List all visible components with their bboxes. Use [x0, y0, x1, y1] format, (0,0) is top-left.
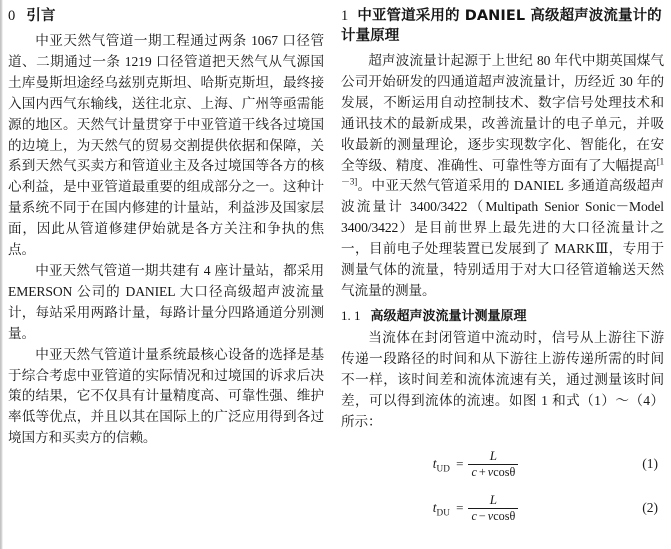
formula-expression	[433, 449, 519, 480]
formula-block	[341, 489, 664, 527]
subsection-title: 高级超声波流量计测量原理	[370, 308, 527, 324]
formula-block	[341, 445, 664, 483]
formula-fraction	[468, 449, 518, 480]
denominator-term: c	[471, 465, 477, 480]
formula-equals-sign: =	[456, 456, 464, 472]
fraction-numerator: L	[489, 491, 497, 507]
formula-expression	[433, 493, 519, 524]
formula-number: (1)	[642, 456, 658, 472]
formula-equals-sign: =	[456, 500, 464, 516]
formula-variable: t	[432, 455, 437, 471]
fraction-denominator	[468, 509, 518, 524]
section-title: 中亚管道采用的 DANIEL 高级超声波流量计的计量原理	[341, 8, 662, 44]
denominator-term: v	[487, 509, 494, 524]
denominator-function: cosθ	[493, 509, 516, 524]
right-column	[335, 0, 670, 549]
formula-fraction	[468, 493, 518, 524]
formula-variable: t	[432, 499, 437, 515]
denominator-function: cosθ	[493, 465, 516, 480]
paragraph: 中亚天然气管道一期共建有 4 座计量站，都采用 EMERSON 公司的 DANIEL 大口径高级超声波流量计，每站采用两路计量，每路计量分四路通道分别测量。	[8, 262, 324, 341]
section-number: 0	[8, 8, 16, 24]
formula-subscript: DU	[436, 507, 451, 518]
section-heading-0	[8, 6, 324, 26]
paragraph	[341, 51, 664, 302]
citation-reference: [1－3]	[341, 156, 664, 187]
subsection-heading-1-1	[341, 305, 664, 327]
section-number: 1	[341, 8, 349, 24]
formula-left-side	[433, 456, 450, 474]
denominator-term: v	[487, 465, 494, 480]
section-title: 引言	[26, 8, 56, 24]
paragraph: 当流体在封闭管道中流动时，信号从上游往下游传递一段路径的时间和从下游往上游传递所需的时间不一样，该时间差和流体流速有关，通过测量该时间差，可以得到流体的流速。如图 1 和式（1）～（4）所示：	[341, 329, 664, 429]
paragraph: 中亚天然气管道一期工程通过两条 1067 口径管道、二期通过一条 1219 口径管道把天然气从气源国土库曼斯坦途经乌兹别克斯坦、哈斯克斯坦，最终接入国内西气东输线，送往北京、上海、广州等亟需能源的地区。天然气计量贯穿于中亚管道干线各过境国的边境上，为天然气的贸易交割提供依据和保障，关系到天然气买卖方和管道业主及各过境国等各方的核心利益，是中亚管道最重要的组成部分之一。这种计量系统不同于在国内修建的计量站，利益涉及国家层面，因此从管道修建伊始就是各方关注和争执的焦点。	[8, 33, 324, 258]
fraction-numerator: L	[489, 447, 497, 463]
paragraph-text-lead: 超声波流量计起源于上世纪 80 年代中期英国煤气公司开始研发的四通道超声波流量计，历经近 30 年的发展，不断运用自动控制技术、数字信号处理技术和通讯技术的最新成果，改善流量计的电子单元，并吸收最新的测量理论，逐步实现数字化、智能化，在安全等级、精度、准确性、可靠性等方面有了大幅提高	[341, 53, 664, 173]
denominator-operator: +	[478, 465, 486, 480]
paragraph-text-tail: 。中亚天然气管道采用的 DANIEL 多通道高级超声波流量计 3400/3422（Multipath Senior Sonic－Model 3400/3422）是目前世界上最先进的大口径流量计之一，目前电子处理装置已发展到了 MARKⅢ，专用于测量气体的流量，特别适用于对大口径管道输送天然气流量的测量。	[341, 178, 664, 298]
denominator-operator: −	[478, 509, 486, 524]
section-heading-1	[341, 6, 664, 46]
subsection-number: 1. 1	[341, 307, 361, 323]
formula-subscript: UD	[436, 463, 451, 474]
denominator-term: c	[471, 509, 477, 524]
left-column	[0, 0, 335, 549]
fraction-denominator	[468, 465, 518, 480]
paragraph: 中亚天然气管道计量系统最核心设备的选择是基于综合考虑中亚管道的实际情况和过境国的诉求后决策的结果，它不仅具有计量精度高、可靠性强、维护率低等优点，并且以其在国际上的广泛应用得到各过境国方和买卖方的信赖。	[8, 346, 324, 446]
formula-left-side	[433, 500, 450, 518]
formula-number: (2)	[642, 500, 658, 516]
